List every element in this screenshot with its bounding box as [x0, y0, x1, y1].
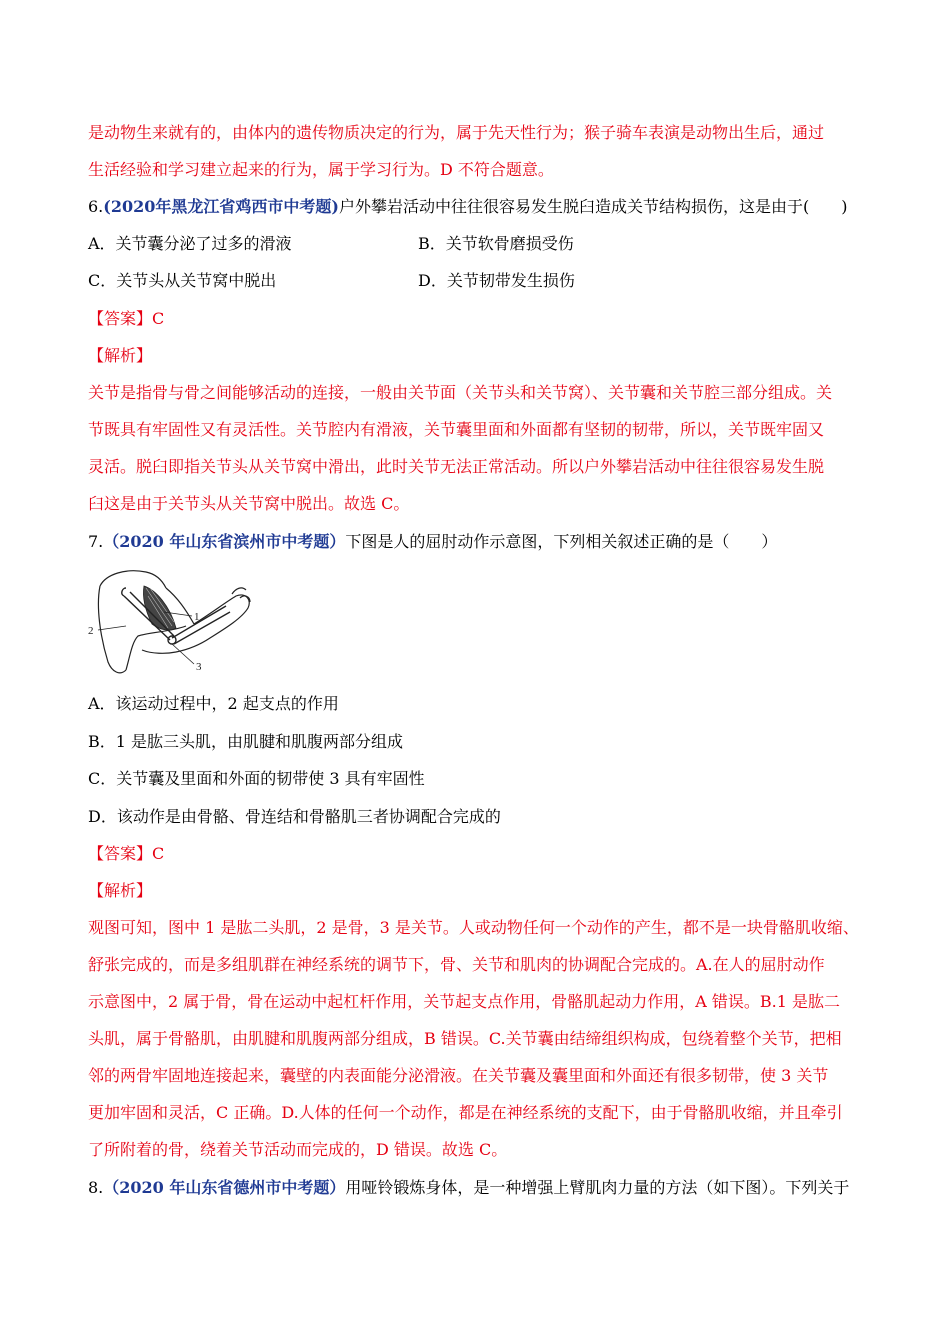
- q6-analysis-line-1: 关节是指骨与骨之间能够活动的连接，一般由关节面（关节头和关节窝）、关节囊和关节腔三部分组成。关: [88, 383, 833, 402]
- figure-label-2: 2: [88, 625, 94, 637]
- q6-option-a: A．关节囊分泌了过多的滑液: [88, 234, 292, 253]
- q6-analysis-line-4: 臼这是由于关节头从关节窝中脱出。故选 C。: [88, 494, 410, 513]
- q6-analysis-line-3: 灵活。脱臼即指关节头从关节窝中滑出，此时关节无法正常活动。所以户外攀岩活动中往往很容易发生脱: [88, 457, 825, 476]
- q6-number: 6.: [88, 197, 104, 216]
- q7-analysis-line-2: 舒张完成的，而是多组肌群在神经系统的调节下，骨、关节和肌肉的协调配合完成的。A.在人的屈肘动作: [88, 955, 825, 974]
- q7-source: （2020 年山东省滨州市中考题）: [103, 532, 346, 551]
- q7-analysis-line-7: 了所附着的骨，绕着关节活动而完成的，D 错误。故选 C。: [88, 1140, 508, 1159]
- q6-source: (2020年黑龙江省鸡西市中考题): [103, 197, 339, 216]
- q7-answer: [88, 843, 862, 865]
- q7-number: 7.: [88, 532, 104, 551]
- q6-analysis-label: 【解析】: [88, 346, 153, 365]
- figure-label-1: 1: [194, 611, 200, 623]
- q7-analysis-line-6: 更加牢固和灵活，C 正确。D.人体的任何一个动作，都是在神经系统的支配下，由于骨骼肌收缩，并且牵引: [88, 1103, 843, 1122]
- q7-analysis-heading: [88, 880, 862, 902]
- q7-analysis-line-4: 头肌，属于骨骼肌，由肌腱和肌腹两部分组成，B 错误。C.关节囊由结缔组织构成，包绕着整个关节，把相: [88, 1029, 842, 1048]
- q7-option-a: A．该运动过程中，2 起支点的作用: [88, 694, 339, 713]
- label-leaders: [98, 612, 194, 664]
- figure-label-3: 3: [196, 661, 202, 673]
- q6-option-c: C．关节头从关节窝中脱出: [88, 271, 277, 290]
- q6-question: [88, 196, 862, 218]
- elbow-flexion-diagram: [86, 566, 258, 678]
- q6-analysis-heading: [88, 345, 862, 367]
- q6-stem: 户外攀岩活动中往往很容易发生脱臼造成关节结构损伤，这是由于( ): [338, 197, 848, 216]
- q7-stem: 下图是人的屈肘动作示意图，下列相关叙述正确的是（ ）: [345, 532, 778, 551]
- q6-answer-label: 【答案】C: [88, 309, 165, 328]
- q7-question: [88, 531, 862, 553]
- q7-option-b: B．1 是肱三头肌，由肌腱和肌腹两部分组成: [88, 732, 404, 751]
- q8-source: （2020 年山东省德州市中考题）: [103, 1178, 346, 1197]
- q7-answer-label: 【答案】C: [88, 844, 165, 863]
- q8-stem: 用哑铃锻炼身体，是一种增强上臂肌肉力量的方法（如下图）。下列关于: [345, 1178, 850, 1197]
- q6-answer: [88, 308, 862, 330]
- q7-analysis-label: 【解析】: [88, 881, 153, 900]
- q6-option-d: D．关节韧带发生损伤: [418, 271, 575, 290]
- q7-option-d: D．该动作是由骨骼、骨连结和骨骼肌三者协调配合完成的: [88, 807, 501, 826]
- q6-analysis-line-2: 节既具有牢固性又有灵活性。关节腔内有滑液，关节囊里面和外面都有坚韧的韧带，所以，关节既牢固又: [88, 420, 825, 439]
- q8-number: 8.: [88, 1178, 104, 1197]
- intro-explanation-line-1: 是动物生来就有的，由体内的遗传物质决定的行为，属于先天性行为；猴子骑车表演是动物出生后，通过: [88, 123, 825, 142]
- q7-analysis-line-1: 观图可知，图中 1 是肱二头肌，2 是骨，3 是关节。人或动物任何一个动作的产生，都不是一块骨骼肌收缩、: [88, 918, 859, 937]
- q6-option-b: B．关节软骨磨损受伤: [418, 234, 574, 253]
- intro-explanation-line-2: 生活经验和学习建立起来的行为，属于学习行为。D 不符合题意。: [88, 160, 554, 179]
- q7-option-c: C．关节囊及里面和外面的韧带使 3 具有牢固性: [88, 769, 425, 788]
- q7-analysis-line-5: 邻的两骨牢固地连接起来，囊壁的内表面能分泌滑液。在关节囊及囊里面和外面还有很多韧带，使 3 关节: [88, 1066, 829, 1085]
- q7-analysis-line-3: 示意图中，2 属于骨，骨在运动中起杠杆作用，关节起支点作用，骨骼肌起动力作用，A 错误。B.1 是肱二: [88, 992, 841, 1011]
- q8-question: [88, 1177, 862, 1199]
